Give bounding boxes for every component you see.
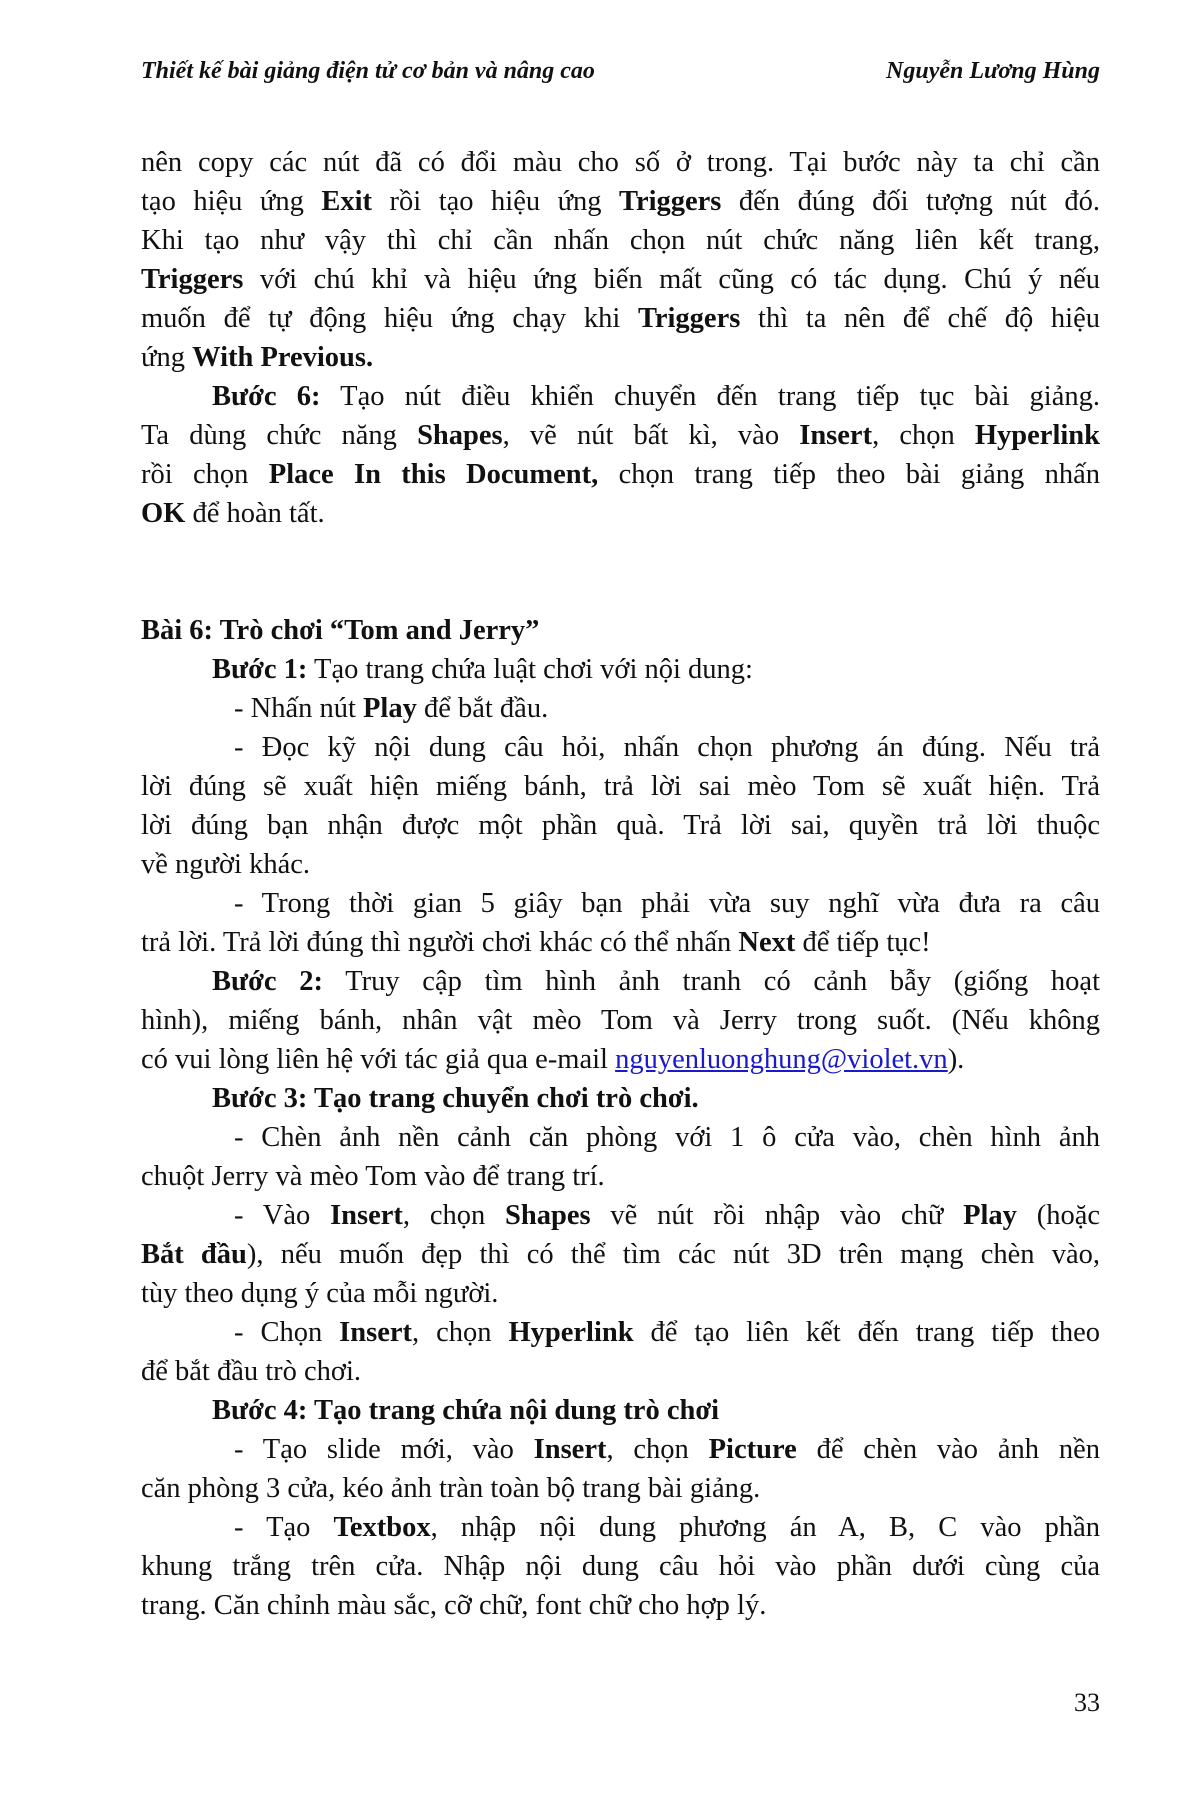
text-run: để tạo liên kết đến trang tiếp theo: [633, 1317, 1101, 1348]
text-run: ).: [947, 1044, 965, 1075]
email-link[interactable]: nguyenluonghung@violet.vn: [615, 1044, 948, 1075]
text-run: (hoặc: [1016, 1200, 1100, 1231]
bold-text: Play: [963, 1200, 1017, 1231]
bold-text: Next: [738, 927, 796, 958]
text-run: - Vào: [234, 1200, 331, 1231]
text-run: ), nếu muốn đẹp thì có thể tìm các nút 3D trên mạng chèn vào,: [246, 1239, 1100, 1270]
paragraph: [141, 728, 1100, 884]
text-run: về người khác.: [141, 849, 311, 880]
text-run: rồi tạo hiệu ứng: [372, 186, 620, 217]
text-run: Truy cập tìm hình ảnh tranh có cảnh bẫy (giống hoạt: [323, 966, 1100, 997]
section-heading: [141, 611, 1100, 650]
text-run: Tạo trang chứa luật chơi với nội dung:: [307, 654, 753, 685]
text-run: , chọn: [872, 420, 975, 451]
paragraph: [141, 377, 1100, 533]
text-line: [141, 338, 1100, 377]
running-header: [141, 58, 1100, 92]
text-run: để bắt đầu trò chơi.: [141, 1356, 362, 1387]
paragraph: [141, 650, 1100, 689]
bold-text: Triggers: [141, 264, 244, 295]
text-line: [141, 1196, 1100, 1235]
text-line: [141, 923, 1100, 962]
bold-text: Bài 6: Trò chơi “Tom and Jerry”: [141, 615, 540, 646]
bold-text: Bước 4: Tạo trang chứa nội dung trò chơi: [212, 1395, 720, 1426]
text-run: để hoàn tất.: [185, 498, 325, 529]
text-line: [141, 962, 1100, 1001]
text-run: muốn để tự động hiệu ứng chạy khi: [141, 303, 638, 334]
text-line: [141, 1547, 1100, 1586]
paragraph: [141, 1118, 1100, 1196]
text-run: - Nhấn nút: [234, 693, 364, 724]
bold-text: Hyperlink: [508, 1317, 634, 1348]
page-number: 33: [1074, 1688, 1100, 1717]
text-run: chọn trang tiếp theo bài giảng nhấn: [598, 459, 1101, 490]
text-line: [141, 884, 1100, 923]
paragraph: [141, 1313, 1100, 1391]
bold-text: Shapes: [505, 1200, 591, 1231]
text-line: [141, 494, 1100, 533]
text-run: rồi chọn: [141, 459, 269, 490]
text-run: - Đọc kỹ nội dung câu hỏi, nhấn chọn phương án đúng. Nếu trả: [234, 732, 1100, 763]
text-line: [141, 455, 1100, 494]
text-line: [141, 689, 1100, 728]
text-run: , chọn: [412, 1317, 509, 1348]
paragraph: [141, 1391, 1100, 1430]
bold-text: Play: [363, 693, 417, 724]
bold-text: Insert: [533, 1434, 607, 1465]
paragraph: [141, 1430, 1100, 1508]
text-line: [141, 377, 1100, 416]
text-run: Khi tạo như vậy thì chỉ cần nhấn chọn nút chức năng liên kết trang,: [141, 225, 1100, 256]
bold-text: Insert: [799, 420, 873, 451]
text-line: [141, 806, 1100, 845]
bold-text: Shapes: [417, 420, 503, 451]
text-line: [141, 1118, 1100, 1157]
text-run: Tạo nút điều khiển chuyển đến trang tiếp tục bài giảng.: [320, 381, 1100, 412]
bold-text: OK: [141, 498, 186, 529]
text-run: - Tạo slide mới, vào: [234, 1434, 534, 1465]
text-run: ứng: [141, 342, 193, 373]
paragraph: [141, 689, 1100, 728]
paragraph: [141, 1508, 1100, 1625]
bold-text: Picture: [708, 1434, 797, 1465]
text-run: , nhập nội dung phương án A, B, C vào phần: [430, 1512, 1100, 1543]
text-line: [141, 845, 1100, 884]
paragraph: [141, 962, 1100, 1079]
text-run: , vẽ nút bất kì, vào: [502, 420, 800, 451]
text-run: để bắt đầu.: [416, 693, 549, 724]
bold-text: Bước 6:: [212, 381, 321, 412]
header-author: Nguyễn Lương Hùng: [886, 58, 1100, 84]
text-run: có vui lòng liên hệ với tác giả qua e-mail: [141, 1044, 616, 1075]
bold-text: Insert: [339, 1317, 412, 1348]
bold-text: Bước 1:: [212, 654, 308, 685]
text-run: - Trong thời gian 5 giây bạn phải vừa suy nghĩ vừa đưa ra câu: [234, 888, 1100, 919]
text-run: tạo hiệu ứng: [141, 186, 322, 217]
text-line: [141, 767, 1100, 806]
text-line: [141, 728, 1100, 767]
bold-text: With Previous.: [192, 342, 374, 373]
page-body: [141, 143, 1100, 1625]
paragraph: [141, 1196, 1100, 1313]
text-run: - Chèn ảnh nền cảnh căn phòng với 1 ô cửa vào, chèn hình ảnh: [234, 1122, 1100, 1153]
text-line: [141, 260, 1100, 299]
paragraph: [141, 1079, 1100, 1118]
text-run: đến đúng đối tượng nút đó.: [721, 186, 1100, 217]
bold-text: Bắt đầu: [141, 1239, 247, 1270]
text-line: [141, 1001, 1100, 1040]
text-run: tùy theo dụng ý của mỗi người.: [141, 1278, 499, 1309]
bold-text: Triggers: [637, 303, 741, 334]
text-line: [141, 1352, 1100, 1391]
text-run: chuột Jerry và mèo Tom vào để trang trí.: [141, 1161, 605, 1192]
text-line: [141, 1586, 1100, 1625]
text-run: vẽ nút rồi nhập vào chữ: [590, 1200, 964, 1231]
text-run: trang. Căn chỉnh màu sắc, cỡ chữ, font chữ cho hợp lý.: [141, 1590, 767, 1621]
text-line: [141, 1157, 1100, 1196]
text-run: thì ta nên để chế độ hiệu: [740, 303, 1100, 334]
text-line: [141, 650, 1100, 689]
text-line: [141, 1391, 1100, 1430]
text-run: với chú khỉ và hiệu ứng biến mất cũng có tác dụng. Chú ý nếu: [243, 264, 1100, 295]
bold-text: Triggers: [619, 186, 722, 217]
bold-text: Textbox: [333, 1512, 431, 1543]
text-line: [141, 1313, 1100, 1352]
text-line: [141, 1235, 1100, 1274]
text-line: [141, 182, 1100, 221]
text-run: khung trắng trên cửa. Nhập nội dung câu hỏi vào phần dưới cùng của: [141, 1551, 1100, 1582]
text-line: [141, 1430, 1100, 1469]
paragraph: [141, 143, 1100, 377]
bold-text: Hyperlink: [974, 420, 1100, 451]
bold-text: Exit: [321, 186, 373, 217]
text-line: [141, 1040, 1100, 1079]
text-run: lời đúng sẽ xuất hiện miếng bánh, trả lời sai mèo Tom sẽ xuất hiện. Trả: [141, 771, 1100, 802]
text-line: [141, 299, 1100, 338]
text-line: [141, 1079, 1100, 1118]
text-line: [141, 611, 1100, 650]
text-run: để chèn vào ảnh nền: [796, 1434, 1100, 1465]
text-run: hình), miếng bánh, nhân vật mèo Tom và Jerry trong suốt. (Nếu không: [141, 1005, 1100, 1036]
bold-text: Bước 3: Tạo trang chuyển chơi trò chơi.: [212, 1083, 699, 1114]
text-run: lời đúng bạn nhận được một phần quà. Trả lời sai, quyền trả lời thuộc: [141, 810, 1100, 841]
text-run: căn phòng 3 cửa, kéo ảnh tràn toàn bộ trang bài giảng.: [141, 1473, 761, 1504]
text-line: [141, 1274, 1100, 1313]
text-run: , chọn: [402, 1200, 506, 1231]
text-run: trả lời. Trả lời đúng thì người chơi khác có thể nhấn: [141, 927, 739, 958]
paragraph: [141, 884, 1100, 962]
bold-text: Insert: [330, 1200, 403, 1231]
text-run: nên copy các nút đã có đổi màu cho số ở trong. Tại bước này ta chỉ cần: [141, 147, 1100, 178]
text-run: để tiếp tục!: [795, 927, 931, 958]
text-line: [141, 1508, 1100, 1547]
text-run: - Tạo: [234, 1512, 334, 1543]
text-line: [141, 221, 1100, 260]
text-line: [141, 143, 1100, 182]
bold-text: Bước 2:: [212, 966, 323, 997]
text-run: - Chọn: [234, 1317, 340, 1348]
text-line: [141, 416, 1100, 455]
text-run: Ta dùng chức năng: [141, 420, 418, 451]
header-title: Thiết kế bài giảng điện tử cơ bản và nâng cao: [141, 58, 595, 84]
bold-text: Place In this Document,: [268, 459, 599, 490]
text-run: , chọn: [606, 1434, 709, 1465]
text-line: [141, 1469, 1100, 1508]
